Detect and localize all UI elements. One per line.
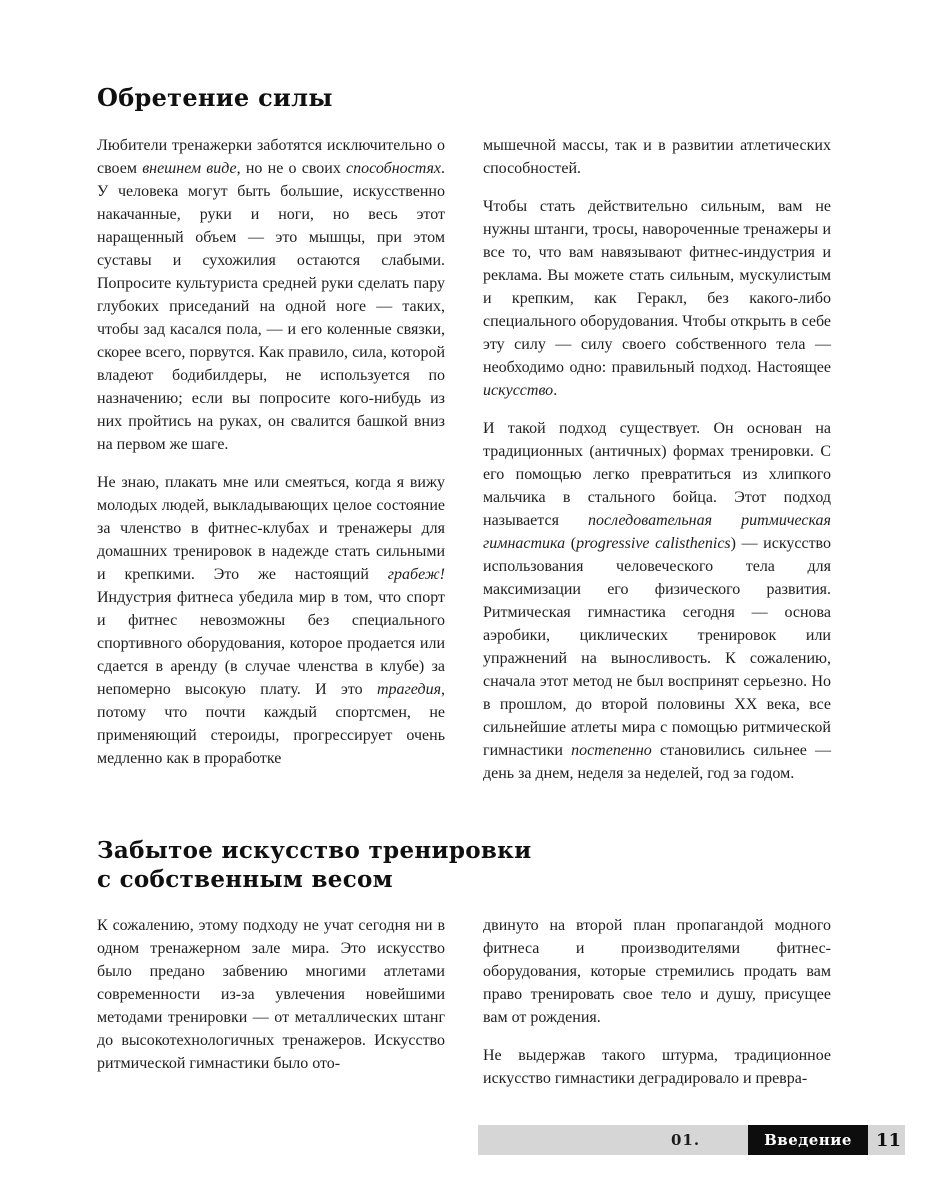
paragraph: двинуто на второй план пропагандой модного фитнеса и производителями фитнес-оборудования, которые стремились продать вам право тренировать свое тело и душу, присущее вам от рождения.: [483, 917, 831, 1026]
two-column-layout: [97, 914, 831, 1090]
right-column: [483, 914, 831, 1090]
section-heading: Обретение силы: [97, 83, 333, 112]
right-column: [483, 134, 831, 785]
section-heading: [97, 836, 831, 894]
paragraph: мышечной массы, так и в развитии атлетических способностей.: [483, 137, 831, 177]
chapter-number: 01.: [670, 1131, 701, 1149]
paragraph: Не знаю, плакать мне или смеяться, когда я вижу молодых людей, выкладывающих целое состояние за членство в фитнес-клубах и тренажеры для домашних тренировок в надежде стать сильными и крепкими. Это же настоящий грабеж! Индустрия фитнеса убедила мир в том, что спорт и фитнес невозможны без специального спортивного оборудования, которое продается или сдается в аренду (в случае членства в клубе) за непомерно высокую плату. И это трагедия, потому что почти каждый спортсмен, не применяющий стероиды, прогрессирует очень медленно как в проработке: [97, 474, 445, 767]
heading-line-1: Забытое искусство тренировки: [97, 837, 532, 864]
chapter-title-tab: [748, 1125, 868, 1155]
paragraph: К сожалению, этому подходу не учат сегодня ни в одном тренажерном зале мира. Это искусство было предано забвению многими атлетами современности из-за увлечения новейшими методами тренировки — от металлических штанг до высокотехнологичных тренажеров. Искусство ритмической гимнастики было ото-: [97, 917, 445, 1072]
left-column: [97, 914, 445, 1090]
page-number: 11: [875, 1129, 901, 1151]
paragraph: Чтобы стать действительно сильным, вам не нужны штанги, тросы, навороченные тренажеры и все то, что вам навязывают фитнес-индустрия и реклама. Вы можете стать сильным, мускулистым и крепким, как Геракл, без какого-либо специального оборудования. Чтобы открыть в себе эту силу — силу своего собственного тела — необходимо одно: правильный подход. Настоящее искусство.: [483, 198, 831, 399]
paragraph: И такой подход существует. Он основан на традиционных (античных) формах тренировки. С его помощью легко превратиться из хлипкого мальчика в стального бойца. Этот подход называется последовательная ритмическая гимнастика (progressive calisthenics) — искусство использования человеческого тела для максимизации его физического развития. Ритмическая гимнастика сегодня — основа аэробики, циклических тренировок или упражнений на выносливость. К сожалению, сначала этот метод не был воспринят серьезно. Но в прошлом, до второй половины XX века, все сильнейшие атлеты мира с помощью ритмической гимнастики постепенно становились сильнее — день за днем, неделя за неделей, год за годом.: [483, 420, 831, 782]
section-forgotten-art: [97, 836, 831, 1090]
left-column: [97, 134, 445, 785]
chapter-title: Введение: [764, 1131, 852, 1149]
paragraph: Любители тренажерки заботятся исключительно о своем внешнем виде, но не о своих способностях. У человека могут быть большие, искусственно накачанные, руки и ноги, но весь этот наращенный объем — это мышцы, при этом суставы и сухожилия остаются слабыми. Попросите культуриста средней руки сделать пару глубоких приседаний на одной ноге — таких, чтобы зад касался пола, — и его коленные связки, скорее всего, порвутся. Как правило, сила, которой владеют бодибилдеры, не используется по назначению; если вы попросите кого-нибудь из них пройтись на руках, он свалится башкой вниз на первом же шаге.: [97, 137, 446, 453]
paragraph: Не выдержав такого штурма, традиционное искусство гимнастики деградировало и превра-: [483, 1047, 831, 1087]
page-footer: [478, 1125, 905, 1155]
two-column-layout: [97, 134, 831, 785]
heading-line-2: с собственным весом: [97, 866, 393, 893]
section-gaining-strength: [97, 84, 831, 785]
